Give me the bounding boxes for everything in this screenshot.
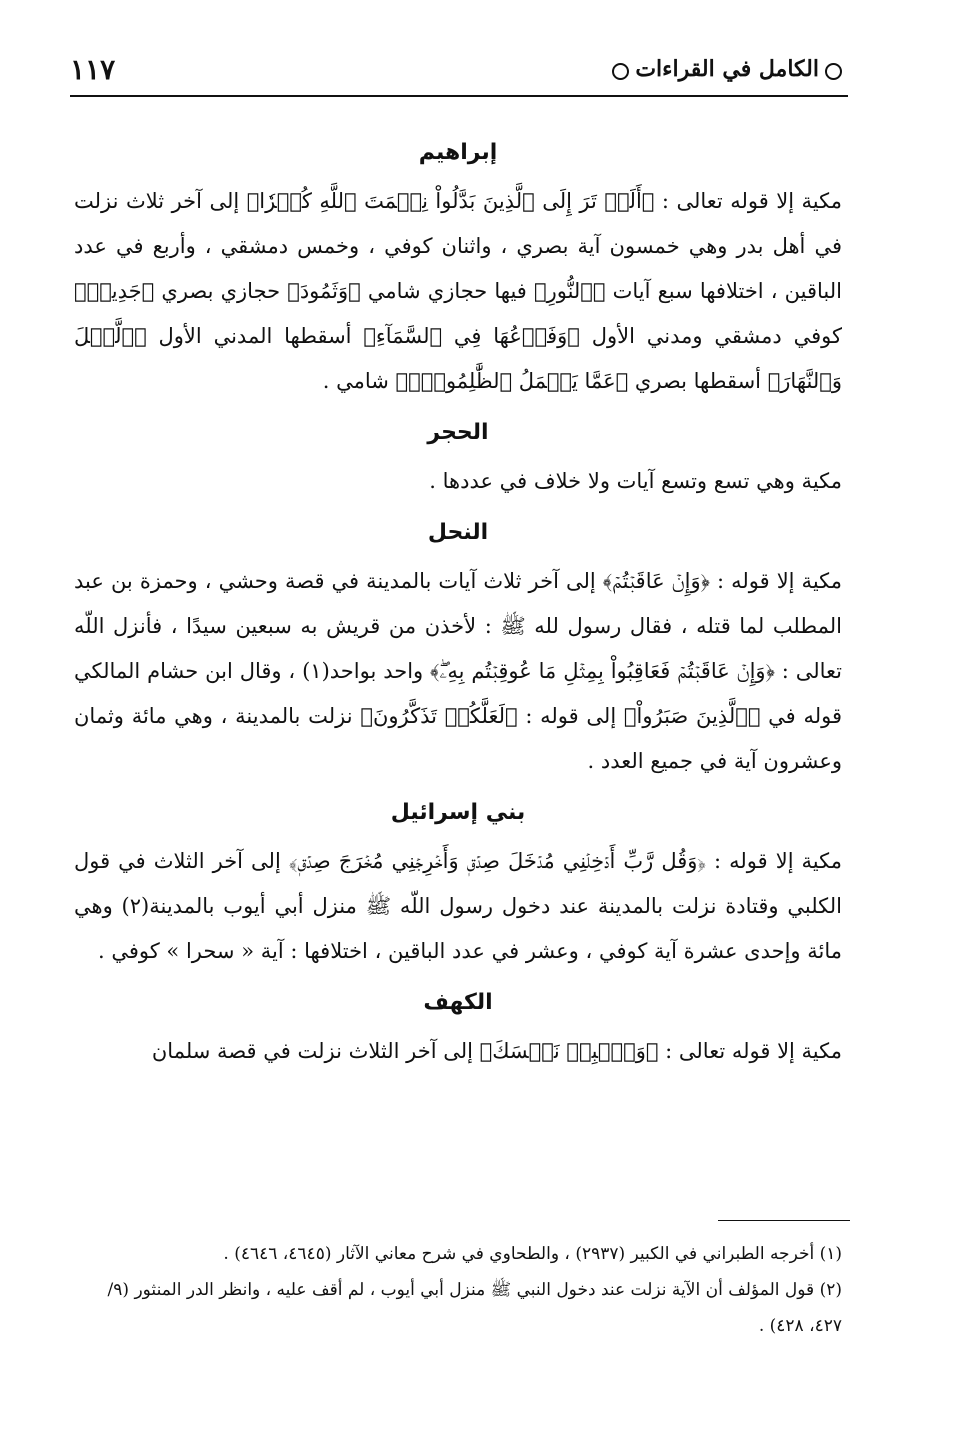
footnote-divider <box>718 1220 850 1221</box>
section-bani-israil <box>74 800 842 974</box>
page-header <box>70 44 848 94</box>
page-body <box>74 140 842 1090</box>
section-title: الكهف <box>423 990 493 1015</box>
section-paragraph: مكية إلا قوله : ﴿وَقُل رَّبِّ أَدۡخِلۡنِي مُدۡخَلَ صِدۡقٖ وَأَخۡرِجۡنِي مُخۡرَجَ صِدۡقٖ﴾ إلى آخر الثلاث في قول الكلبي وقتادة نزلت بالمدينة عند دخول رسول اللّه ﷺ منزل أبي أيوب بالمدينة(٢) وهي مائة وإحدى عشرة آية كوفي ، وعشر في عدد الباقين ، اختلافها : آية « سحرا » كوفي . <box>74 849 842 963</box>
section-al-kahf <box>74 990 842 1074</box>
section-ibrahim <box>74 140 842 404</box>
section-paragraph: مكية وهي تسع وتسع آيات ولا خلاف في عددها . <box>429 469 842 493</box>
circle-ornament-icon <box>612 63 629 80</box>
section-an-nahl <box>74 520 842 784</box>
section-paragraph: مكية إلا قوله تعالى : ﴿أَلَمۡ تَرَ إِلَى ٱلَّذِينَ بَدَّلُواْ نِعۡمَتَ ٱللَّهِ كُفۡرٗا﴾ إلى آخر ثلاث نزلت في أهل بدر وهي خمسون آية بصري ، واثنان كوفي ، وخمس دمشقي ، وأربع في عدد الباقين ، اختلافها سبع آيات ﴿ٱلنُّورِ﴾ فيها حجازي شامي ﴿وَثَمُودَ﴾ حجازي بصري ﴿جَدِيدٖ﴾ كوفي دمشقي ومدني الأول ﴿وَفَرۡعُهَا فِي ٱلسَّمَآءِ﴾ أسقطها المدني الأول ﴿ٱلَّيۡلَ وَٱلنَّهَارَ﴾ أسقطها بصري ﴿عَمَّا يَعۡمَلُ ٱلظَّٰلِمُونَۚ﴾ شامي . <box>74 189 842 393</box>
page-number: ١١٧ <box>70 52 116 86</box>
section-paragraph: مكية إلا قوله : ﴿وَإِنۡ عَاقَبۡتُمۡ﴾ إلى آخر ثلاث آيات بالمدينة في قصة وحشي ، وحمزة بن عبد المطلب لما قتله ، فقال رسول لله ﷺ : لأخذن من قريش به سبعين سيدًا ، فأنزل اللّه تعالى : ﴿وَإِنۡ عَاقَبۡتُمۡ فَعَاقِبُواْ بِمِثۡلِ مَا عُوقِبۡتُم بِهِۦۖ﴾ واحد بواحد(١) ، وقال ابن حشام المالكي قوله في ﴿ٱلَّذِينَ صَبَرُواْ﴾ إلى قوله : ﴿لَعَلَّكُمۡ تَذَكَّرُونَ﴾ نزلت بالمدينة ، وهي مائة وثمان وعشرون آية في جميع العدد . <box>74 569 842 773</box>
footnote: (١) أخرجه الطبراني في الكبير (٢٩٣٧) ، والطحاوي في شرح معاني الآثار (٤٦٤٥، ٤٦٤٦) . <box>223 1244 842 1264</box>
circle-ornament-icon <box>825 63 842 80</box>
section-title: بني إسرائيل <box>390 800 526 825</box>
header-divider <box>70 95 848 97</box>
footnotes <box>74 1236 842 1344</box>
section-paragraph: مكية إلا قوله تعالى : ﴿وَٱصۡبِرۡ نَفۡسَكَ﴾ إلى آخر الثلاث نزلت في قصة سلمان <box>151 1039 842 1063</box>
running-title <box>606 56 848 82</box>
running-title-text: الكامل في القراءات <box>635 56 819 82</box>
section-title: النحل <box>427 520 489 545</box>
section-al-hijr <box>74 420 842 504</box>
footnote: (٢) قول المؤلف أن الآية نزلت عند دخول النبي ﷺ منزل أبي أيوب ، لم أقف عليه ، وانظر الدر المنثور (٩/ ٤٢٧، ٤٢٨) . <box>107 1280 842 1336</box>
section-title: إبراهيم <box>418 140 498 165</box>
section-title: الحجر <box>427 420 489 445</box>
